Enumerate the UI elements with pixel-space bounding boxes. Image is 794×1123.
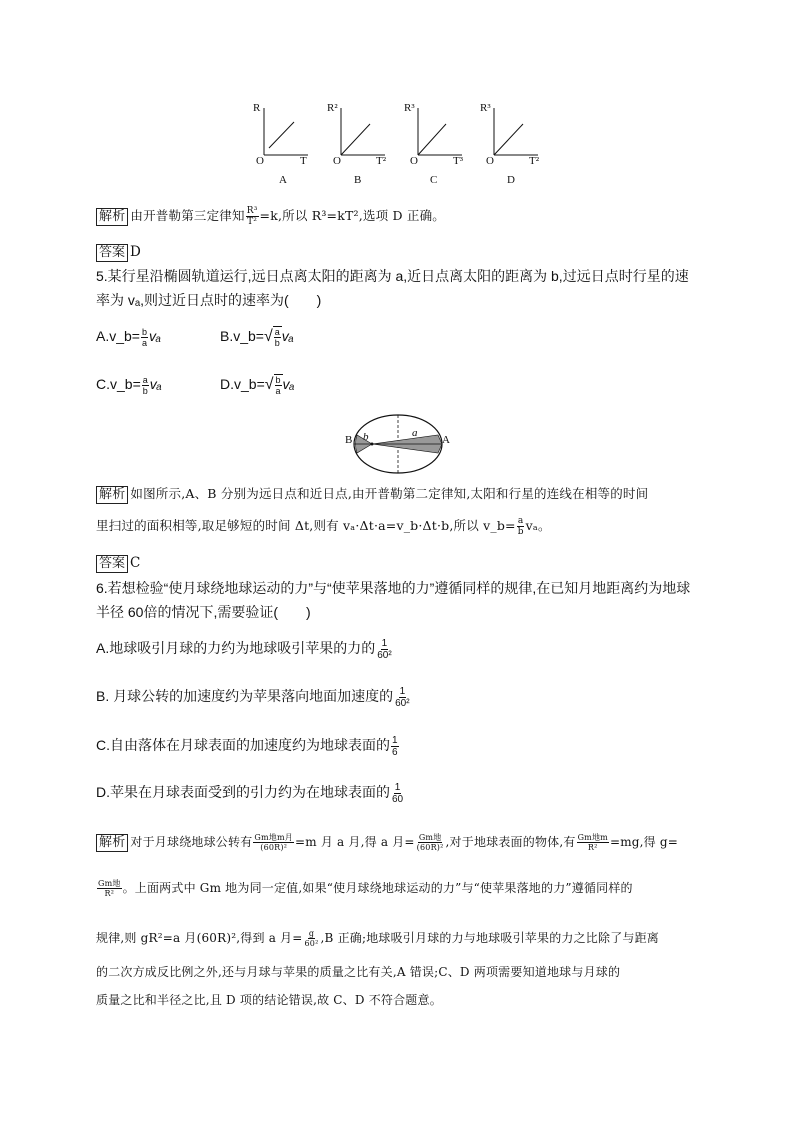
q6-sol-frac5 — [304, 929, 320, 948]
frac-num: Gm地m — [577, 833, 608, 842]
frac-den: (60R)² — [416, 843, 444, 852]
q6-solution-line4: 的二次方成反比例之外,还与月球与苹果的质量之比有关,A 错误;C、D 两项需要知道地球与月球的 — [96, 965, 621, 979]
q6-opt-d-text: D.苹果在月球表面受到的引力约为在地球表面的 — [96, 784, 390, 801]
graph-d — [494, 108, 538, 155]
fig-label-a-point: A — [442, 434, 450, 446]
answer-tag: 答案 — [96, 555, 128, 573]
graph-d-xlabel: T² — [529, 155, 540, 167]
graph-c-caption: C — [430, 174, 438, 186]
graph-c — [418, 108, 462, 155]
q6-solution-line1 — [96, 832, 678, 852]
q5-opt-c-pre: C.v_b= — [96, 376, 141, 392]
frac-num: 1 — [392, 735, 398, 746]
q4-solution-tail: =k,所以 R³=kT²,选项 D 正确。 — [259, 208, 445, 223]
q5-opt-b-frac — [274, 327, 281, 348]
frac-den: b — [142, 385, 148, 396]
q5-stem-line2: 率为 vₐ,则过近日点时的速率为( ) — [96, 292, 322, 308]
q6-option-d — [96, 782, 405, 805]
q6-opt-b-text: B. 月球公转的加速度约为苹果落向地面加速度的 — [96, 688, 394, 705]
frac-num: b — [141, 326, 147, 337]
q6-sol-text: 规律,则 gR²=a 月(60R)²,得到 a 月= — [96, 931, 303, 945]
frac-den: 60 — [392, 794, 404, 805]
graph-a-xlabel: T — [300, 155, 307, 167]
frac-num: b — [275, 375, 281, 386]
answer-tag: 答案 — [96, 244, 128, 262]
q6-solution-line5: 质量之比和半径之比,且 D 项的结论错误,故 C、D 不符合题意。 — [96, 993, 442, 1007]
frac-num: g — [308, 929, 315, 938]
fig-label-a-distance: a — [412, 427, 418, 439]
q5-stem-line1: 5.某行星沿椭圆轨道运行,远日点离太阳的距离为 a,近日点离太阳的距离为 b,过远日点时行星的速 — [96, 268, 689, 284]
frac-den: R² — [104, 889, 115, 898]
q6-sol-frac3 — [577, 833, 609, 852]
graph-c-origin: O — [410, 155, 418, 167]
graph-c-xlabel: T³ — [453, 155, 464, 167]
frac-den: a — [275, 386, 281, 397]
fig-label-b-distance: b — [363, 431, 369, 443]
frac-num: 1 — [381, 638, 388, 649]
graph-b — [341, 108, 385, 155]
q6-solution-line2 — [96, 878, 633, 898]
q5-opt-c-frac — [142, 375, 149, 396]
q6-sol-text: 对于月球绕地球公转有 — [130, 835, 253, 849]
q5-solution-text2: 里扫过的面积相等,取足够短的时间 Δt,则有 vₐ·Δt·a=v_b·Δt·b,所以 v_b= — [96, 518, 516, 533]
frac-num: Gm地m月 — [254, 833, 293, 842]
analysis-tag: 解析 — [96, 486, 128, 504]
q5-opt-c-post: vₐ — [149, 376, 162, 392]
q4-solution — [96, 206, 445, 227]
q5-opt-a-frac — [141, 327, 148, 348]
frac-num: Gm地 — [418, 833, 442, 842]
q6-option-c — [96, 735, 400, 758]
graph-b-xlabel: T² — [376, 155, 387, 167]
q5-solution-tail: vₐ。 — [525, 518, 551, 533]
q6-sol-text: ,B 正确;地球吸引月球的力与地球吸引苹果的力之比除了与距离 — [320, 931, 660, 945]
q6-option-b — [96, 686, 412, 709]
frac-den: 60² — [377, 650, 392, 661]
frac-den: a — [141, 337, 147, 348]
q5-answer-value: C — [130, 555, 141, 571]
q5-option-b — [220, 326, 294, 348]
frac-num: 1 — [394, 782, 401, 793]
q5-option-c — [96, 374, 162, 396]
fig-label-b-point: B — [345, 434, 353, 446]
q6-sol-frac2 — [416, 833, 445, 852]
q6-solution-line3 — [96, 928, 659, 948]
q6-opt-b-frac — [394, 686, 410, 709]
q5-option-a — [96, 326, 161, 348]
graph-d-ylabel: R³ — [480, 102, 491, 114]
q6-sol-text: ,对于地球表面的物体,有 — [445, 835, 576, 849]
frac-num: a — [142, 374, 148, 385]
q5-solution-text1: 如图所示,A、B 分别为远日点和近日点,由开普勒第二定律知,太阳和行星的连线在相等的时间 — [130, 486, 649, 501]
graph-d-caption: D — [507, 174, 515, 186]
frac-den: 60² — [304, 939, 319, 948]
q4-solution-text: 由开普勒第三定律知 — [130, 208, 245, 223]
frac-den: b — [517, 527, 524, 537]
q6-option-a — [96, 638, 394, 661]
sqrt-symbol: √ $\frac{a}{b}$ — [263, 327, 280, 349]
frac-num: 1 — [399, 686, 406, 697]
frac-den: R² — [587, 843, 598, 852]
q6-opt-c-frac — [391, 735, 399, 758]
sqrt-symbol: √ $\frac{b}{a}$ — [264, 375, 281, 397]
q4-answer-value: D — [130, 244, 141, 260]
frac-den: (60R)² — [260, 843, 288, 852]
graph-b-caption: B — [354, 174, 362, 186]
frac-num: a — [274, 327, 280, 338]
q5-opt-d-frac — [275, 375, 282, 396]
q5-opt-d-pre: D.v_b= — [220, 376, 265, 392]
q5-solution-line1 — [96, 484, 648, 504]
q6-sol-text: 。上面两式中 Gm 地为同一定值,如果“使月球绕地球运动的力”与“使苹果落地的力”遵循同样的 — [122, 881, 633, 895]
q6-stem-line2: 半径 60倍的情况下,需要验证( ) — [96, 604, 311, 620]
q6-sol-text: =m 月 a 月,得 a 月= — [294, 835, 415, 849]
frac-den: 6 — [392, 747, 398, 758]
q4-frac-den: T² — [247, 217, 258, 227]
graph-a-ylabel: R — [253, 102, 261, 114]
q4-fraction — [246, 206, 259, 227]
frac-num: Gm地 — [98, 879, 121, 888]
graph-a-origin: O — [256, 155, 264, 167]
q6-opt-c-text: C.自由落体在月球表面的加速度约为地球表面的 — [96, 737, 390, 754]
q6-opt-a-text: A.地球吸引月球的力约为地球吸引苹果的力的 — [96, 640, 376, 657]
q4-answer — [96, 242, 141, 262]
q6-sol-text: =mg,得 g= — [609, 835, 679, 849]
q4-frac-num: R³ — [246, 206, 258, 216]
graph-a-caption: A — [279, 174, 287, 186]
graph-a — [264, 108, 308, 155]
q5-opt-b-pre: B.v_b= — [220, 328, 264, 344]
q6-stem-line1: 6.若想检验“使月球绕地球运动的力”与“使苹果落地的力”遵循同样的规律,在已知月地距离约为地球 — [96, 580, 691, 596]
graph-figure — [250, 100, 550, 190]
q5-opt-d-post: vₐ — [282, 376, 295, 392]
analysis-tag: 解析 — [96, 834, 128, 852]
q5-opt-b-post: vₐ — [281, 328, 294, 344]
analysis-tag: 解析 — [96, 208, 128, 226]
q6-opt-d-frac — [391, 782, 404, 805]
q5-opt-a-post: vₐ — [149, 328, 162, 344]
frac-den: 60² — [395, 698, 410, 709]
frac-den: b — [274, 338, 280, 349]
q6-opt-a-frac — [376, 638, 392, 661]
q6-sol-frac4 — [97, 879, 122, 898]
graph-d-origin: O — [486, 155, 494, 167]
q5-solution-line2 — [96, 516, 551, 537]
q5-answer — [96, 553, 140, 573]
q5-solution-frac — [517, 516, 525, 537]
q6-sol-frac1 — [253, 833, 294, 852]
frac-num: a — [517, 516, 524, 526]
q5-opt-a-pre: A.v_b= — [96, 328, 140, 344]
q5-option-d — [220, 374, 295, 396]
graph-b-ylabel: R² — [327, 102, 338, 114]
graph-b-origin: O — [333, 155, 341, 167]
graph-c-ylabel: R³ — [404, 102, 415, 114]
